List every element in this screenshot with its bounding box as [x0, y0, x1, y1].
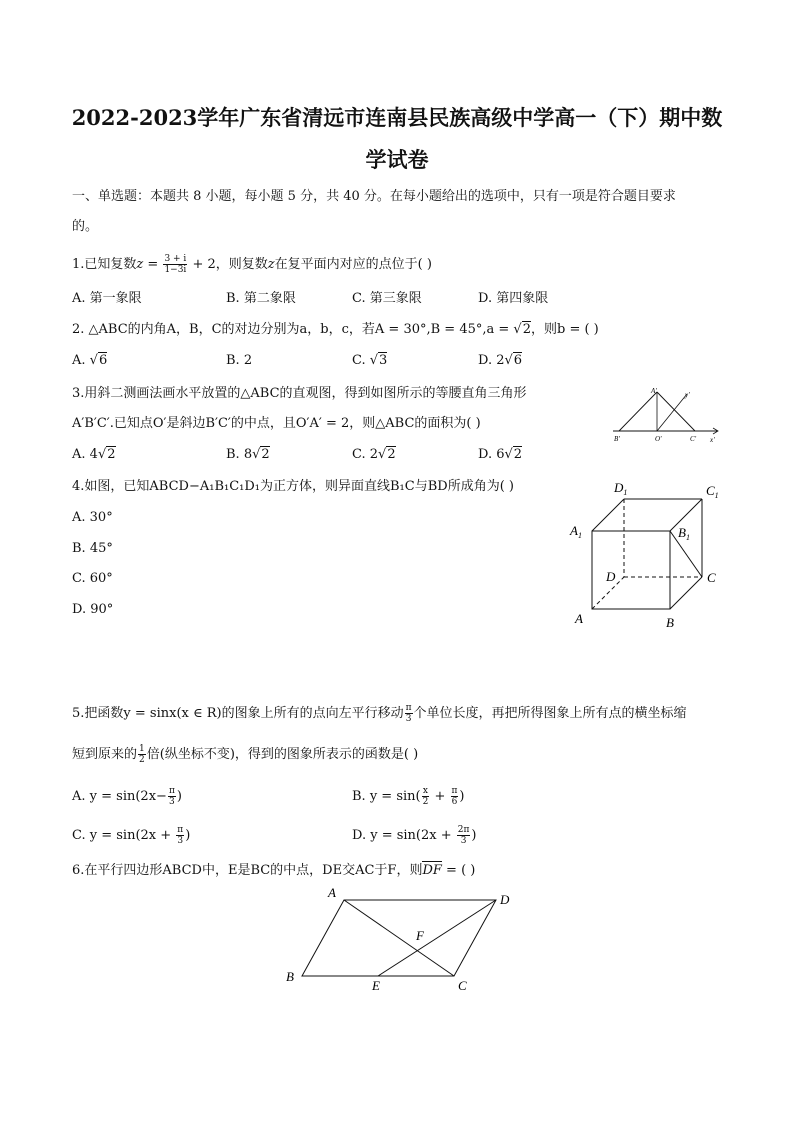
question-3-line2: A′B′C′.已知点O′是斜边B′C′的中点，且O′A′ = 2，则△ABC的面积为( )	[72, 416, 481, 431]
q6-label-d: D	[500, 892, 510, 907]
q5-option-a	[72, 786, 182, 807]
q2-option-d: D. 2√6	[478, 353, 523, 368]
q6-vector-arrow	[422, 861, 441, 866]
q6-label-b: B	[286, 969, 294, 984]
q4-edge-a1d1	[592, 499, 624, 531]
q3-option-a: A. 4√2	[72, 447, 116, 462]
q6-label-f: F	[416, 928, 424, 943]
exam-title-line2: 学试卷	[365, 147, 429, 172]
q3-label-c: C'	[690, 435, 697, 443]
q6-label-e: E	[372, 978, 380, 993]
q3-option-d: D. 6√2	[478, 447, 523, 462]
q5-a-frac	[168, 786, 176, 807]
q5-c-frac	[176, 825, 184, 846]
q2-text: 2. △ABC的内角A，B，C的对边分别为a，b，c，若A = 30°,B = 45°,a =	[72, 322, 514, 337]
q3-d-pre: D. 6	[478, 447, 505, 462]
q4-label-b: B	[666, 615, 674, 630]
q2-tail: ，则b = ( )	[531, 322, 599, 337]
q5-option-c	[72, 825, 190, 846]
q6-vector-label: DF	[422, 863, 442, 878]
q3-label-x: x'	[710, 436, 715, 444]
q5-l2-a: 短到原来的	[72, 747, 138, 762]
q4-b1-sub: 1	[685, 533, 690, 542]
section-heading: 一、单选题：本题共 8 小题，每小题 5 分，共 40 分。在每小题给出的选项中，只有一项是符合题目要求	[72, 189, 676, 204]
q3-option-c: C. 2√2	[352, 447, 396, 462]
q1-var: z	[136, 257, 144, 272]
q3-a-rad: 2	[107, 447, 116, 462]
q4-a1-main: A	[570, 523, 578, 538]
q4-d1-main: D	[614, 480, 624, 495]
question-1	[72, 254, 432, 275]
q3-d-rad: 2	[513, 447, 523, 462]
q1-den: 1−3i	[164, 265, 187, 275]
q5-b-pre: B. y = sin(	[352, 789, 421, 804]
q5-b-frac2	[451, 786, 459, 807]
q2-option-c: C. √3	[352, 353, 388, 368]
q4-option-b: B. 45°	[72, 541, 113, 556]
q3-label-b: B'	[614, 435, 620, 443]
q4-d1-sub: 1	[623, 488, 628, 497]
q3-c-rad: 2	[387, 447, 396, 462]
q5-d-post: )	[471, 828, 477, 843]
q5-a-pre: A. y = sin(2x−	[72, 789, 167, 804]
question-2: 2. △ABC的内角A，B，C的对边分别为a，b，c，若A = 30°,B = 45°,a = √2，则b = ( )	[72, 322, 599, 337]
q5-b-den1: 2	[422, 797, 429, 807]
q5-a-den: 3	[169, 797, 175, 807]
q5-c-den: 3	[177, 836, 184, 846]
q5-l2-num: 1	[139, 744, 145, 754]
q4-a1-sub: 1	[577, 531, 582, 540]
q4-option-c: C. 60°	[72, 571, 113, 586]
q2-d-pre: D. 2	[478, 353, 505, 368]
q3-y-axis	[657, 394, 687, 431]
q3-side-ba	[619, 392, 657, 431]
q3-b-pre: B. 8	[226, 447, 253, 462]
q5-b-num1: x	[422, 786, 428, 796]
q5-l1-num: π	[405, 703, 412, 713]
q3-option-b: B. 8√2	[226, 447, 270, 462]
q5-c-pre: C. y = sin(2x +	[72, 828, 176, 843]
q1-text-a: 1.已知复数	[72, 257, 137, 272]
q4-label-c: C	[707, 570, 716, 585]
q5-c-num: π	[177, 825, 184, 835]
q1-option-d: D. 第四象限	[478, 291, 549, 306]
q1-text-c: 在复平面内对应的点位于( )	[274, 257, 432, 272]
q2-radicand: 2	[522, 322, 531, 337]
q6-vector	[422, 862, 441, 880]
q5-b-frac1	[422, 786, 430, 807]
q5-l2-den: 2	[139, 755, 145, 765]
q1-text-b: + 2，则复数	[188, 257, 268, 272]
q1-option-a: A. 第一象限	[72, 291, 142, 306]
q5-d-frac	[457, 825, 471, 846]
q3-label-y: y'	[685, 391, 690, 399]
q4-edge-b1c1	[670, 499, 702, 531]
q5-l1-b: 个单位长度，再把所得图象上所有点的横坐标缩	[413, 706, 687, 721]
q5-c-post: )	[185, 828, 191, 843]
q5-l1-den: 3	[405, 714, 412, 724]
q4-label-d1	[613, 480, 627, 497]
q5-option-d	[352, 825, 477, 846]
q5-d-pre: D. y = sin(2x +	[352, 828, 456, 843]
q1-num: 3 + i	[164, 254, 187, 264]
q6-parallelogram-figure	[280, 880, 520, 1000]
q4-label-d: D	[606, 569, 616, 584]
q2-b-pre: B. 2	[226, 353, 253, 368]
q2-c-rad: 3	[379, 353, 388, 368]
q5-b-num2: π	[451, 786, 458, 796]
q2-option-b	[226, 352, 252, 370]
q6-label-c: C	[458, 978, 467, 993]
q4-label-a1	[569, 523, 582, 540]
q1-fraction	[163, 254, 187, 275]
q2-c-pre: C.	[352, 353, 370, 368]
q4-c1-sub: 1	[714, 491, 719, 500]
q3-label-o: O'	[655, 435, 662, 443]
q6-text: 6.在平行四边形ABCD中，E是BC的中点，DE交AC于F，则	[72, 863, 423, 878]
q4-label-a: A	[575, 611, 583, 626]
q5-d-den: 3	[460, 836, 467, 846]
q1-option-c: C. 第三象限	[352, 291, 422, 306]
question-3-line1: 3.用斜二测画法画水平放置的△ABC的直观图，得到如图所示的等腰直角三角形	[72, 386, 527, 401]
q3-a-pre: A. 4	[72, 447, 98, 462]
q5-option-b	[352, 786, 465, 807]
q3-b-rad: 2	[261, 447, 270, 462]
q3-label-a: A'	[651, 387, 657, 395]
q4-c1-main: C	[706, 483, 715, 498]
q5-a-num: π	[168, 786, 175, 796]
q4-option-d: D. 90°	[72, 602, 114, 617]
question-6	[72, 862, 475, 880]
q1-var-2: z	[267, 257, 275, 272]
q3-figure	[605, 384, 725, 448]
q5-b-post: )	[459, 789, 465, 804]
q4-edge-bc	[670, 577, 702, 609]
q5-l1-frac	[405, 703, 413, 724]
q3-c-pre: C. 2	[352, 447, 379, 462]
q6-label-a: A	[328, 885, 336, 900]
q6-tail: = ( )	[441, 863, 476, 878]
question-5-line1	[72, 703, 687, 724]
q5-b-den2: 6	[451, 797, 458, 807]
q5-d-num: 2π	[457, 825, 470, 835]
question-5-line2	[72, 744, 418, 765]
q5-l2-frac	[138, 744, 146, 765]
q1-eq: =	[143, 257, 163, 272]
q4-b1-main: B	[678, 525, 686, 540]
q5-b-mid: +	[430, 789, 450, 804]
exam-title-line1: 2022-2023学年广东省清远市连南县民族高级中学高一（下）期中数	[71, 105, 723, 130]
q4-label-b1	[678, 525, 690, 542]
q2-option-a: A. √6	[72, 353, 108, 368]
q5-l2-b: 倍(纵坐标不变)，得到的图象所表示的函数是( )	[146, 747, 419, 762]
q5-l1-a: 5.把函数y = sinx(x ∈ R)的图象上所有的点向左平行移动	[72, 706, 404, 721]
q4-cube-figure	[560, 475, 730, 635]
section-heading-cont: 的。	[72, 219, 99, 234]
q2-a-rad: 6	[98, 353, 108, 368]
q5-a-post: )	[176, 789, 182, 804]
q4-option-a: A. 30°	[72, 510, 113, 525]
q2-a-pre: A.	[72, 353, 90, 368]
q1-option-b: B. 第二象限	[226, 291, 296, 306]
question-4: 4.如图，已知ABCD−A₁B₁C₁D₁为正方体，则异面直线B₁C与BD所成角为( )	[72, 479, 514, 494]
q2-d-rad: 6	[513, 353, 523, 368]
q4-label-c1	[706, 483, 719, 500]
